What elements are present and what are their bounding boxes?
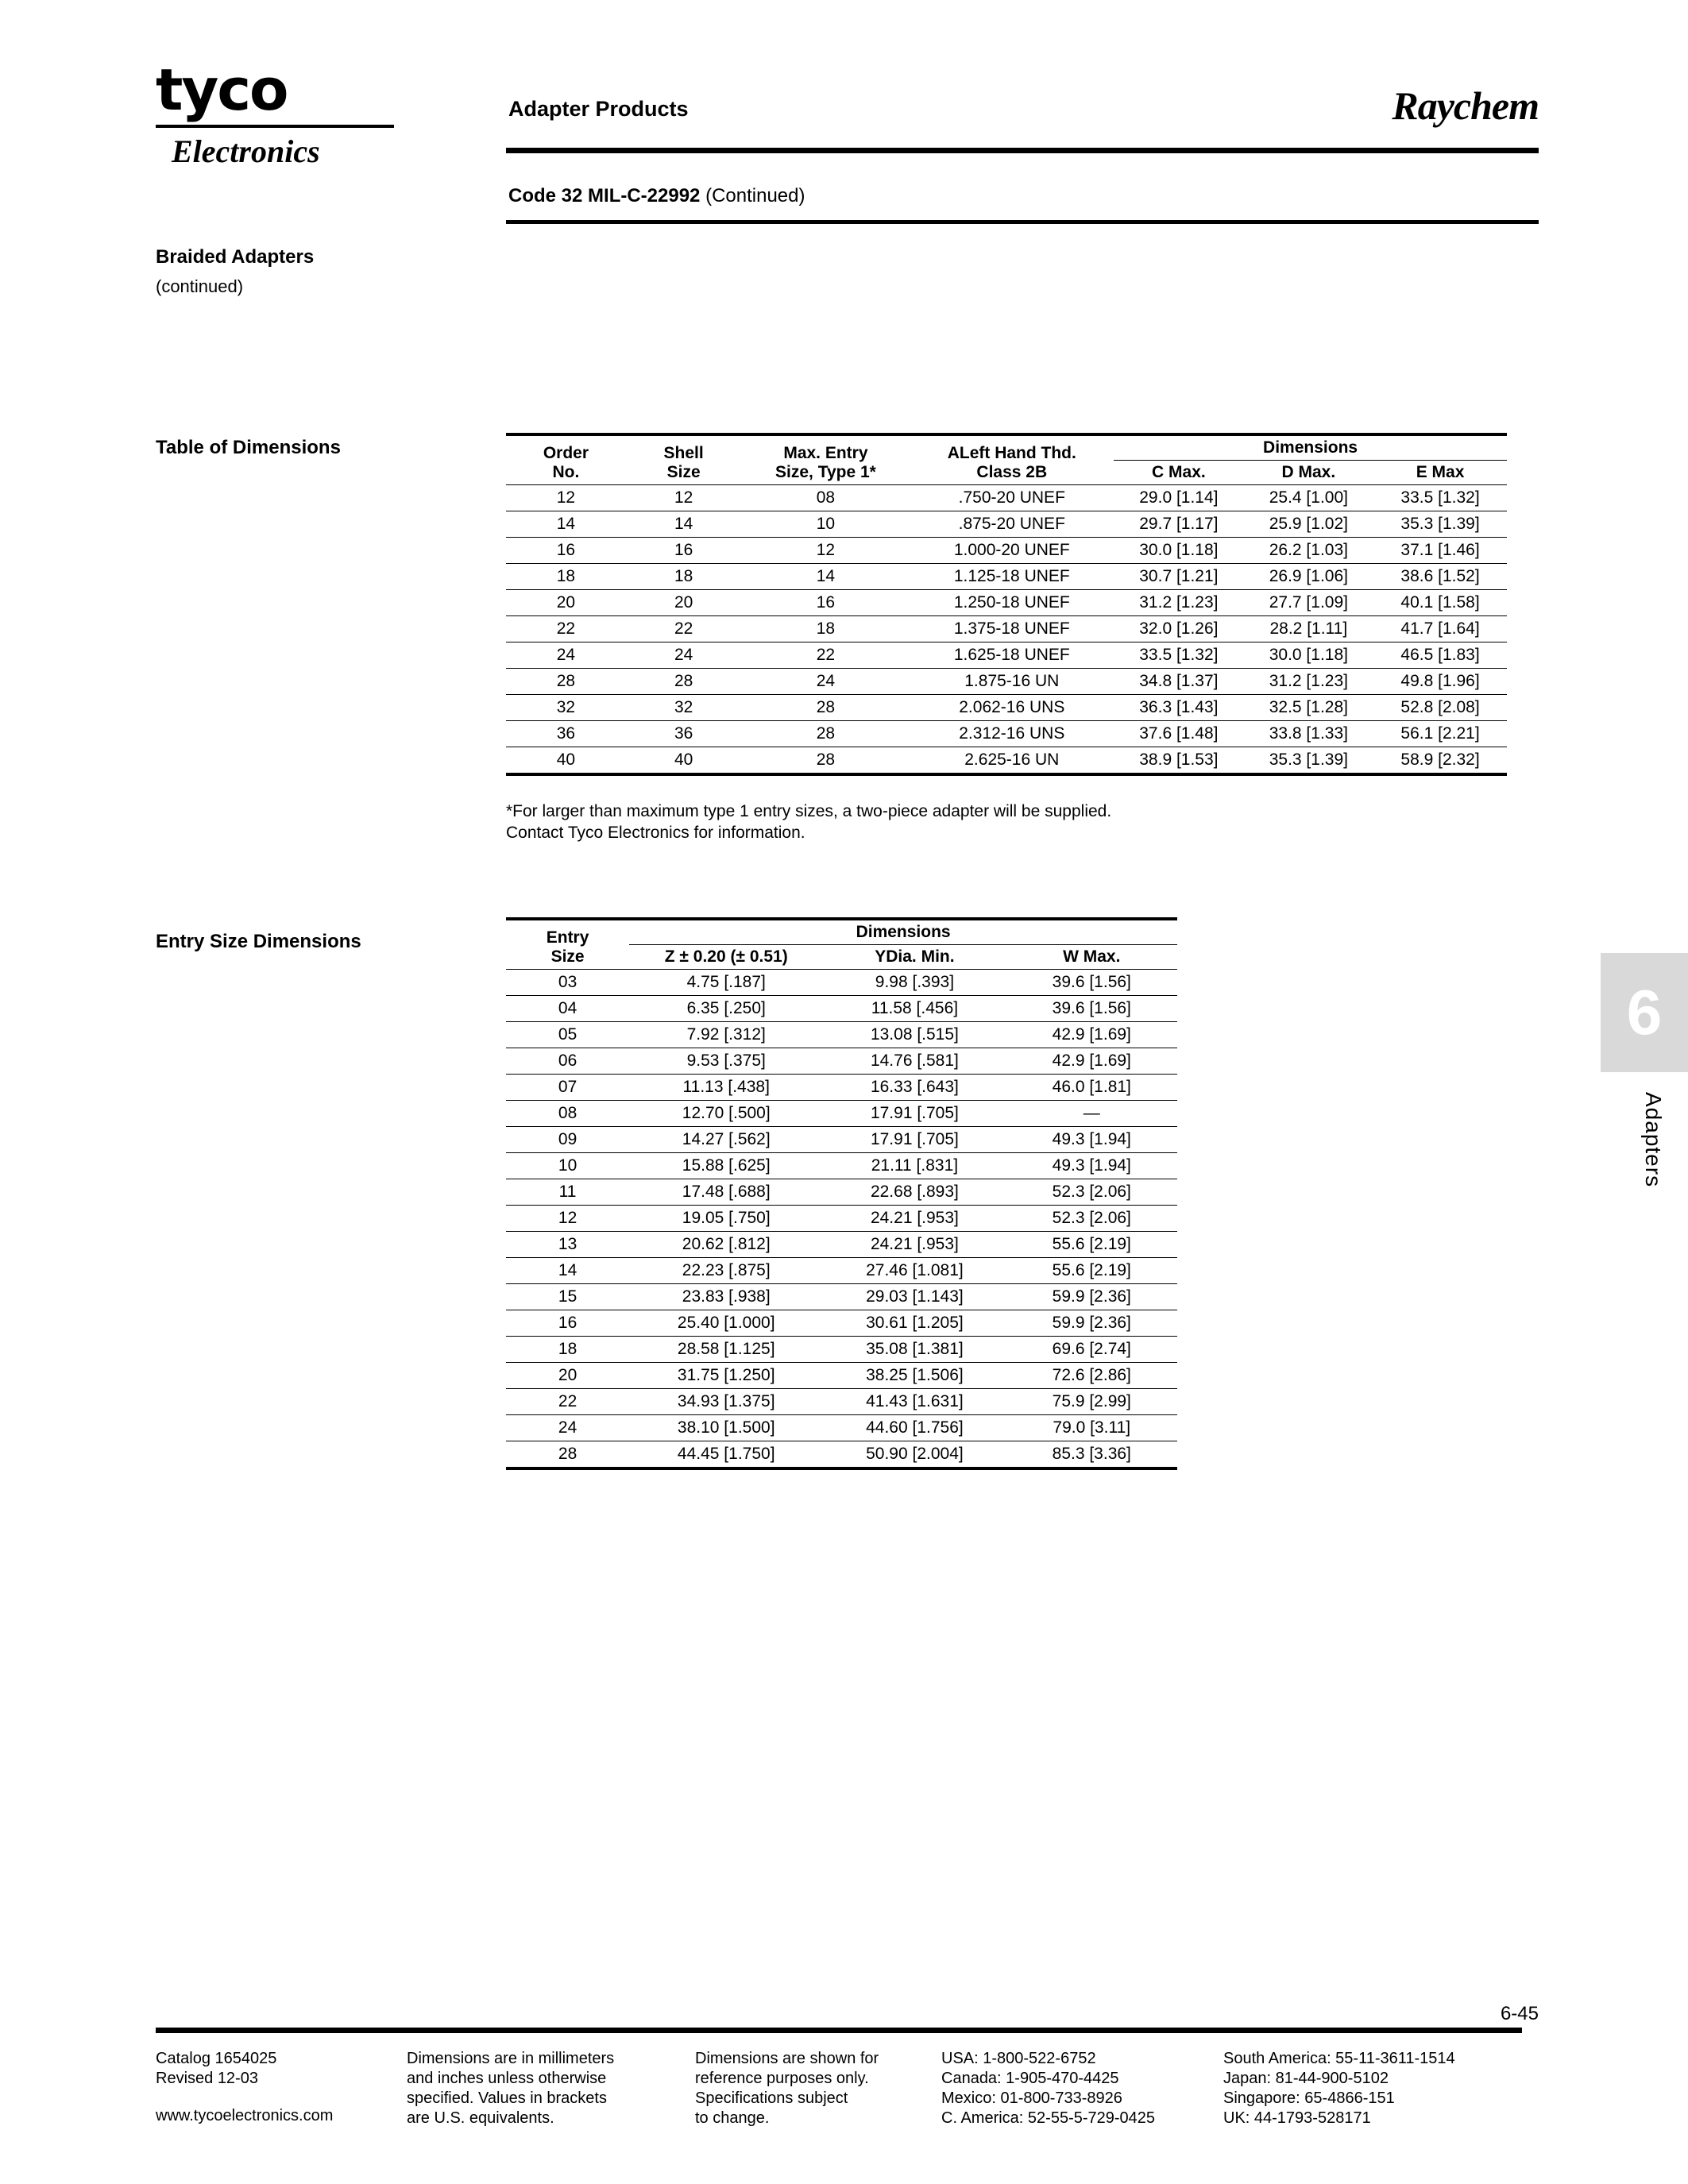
table-cell: 50.90 [2.004]	[823, 1441, 1006, 1469]
footer-rule	[156, 2028, 1522, 2033]
footer-column-reference	[695, 2049, 879, 2128]
table-cell: 22	[626, 616, 742, 642]
footer-reference-line-4: to change.	[695, 2109, 770, 2127]
table-cell: 36.3 [1.43]	[1114, 695, 1243, 721]
table-cell: 05	[506, 1022, 629, 1048]
chapter-label: Adapters	[1641, 1092, 1666, 1188]
section-subtitle-code: Code 32 MIL-C-22992	[508, 185, 701, 206]
th-c-max: C Max.	[1152, 463, 1206, 481]
table-cell: 41.7 [1.64]	[1373, 616, 1507, 642]
chapter-number: 6	[1626, 977, 1663, 1048]
table-cell: 23.83 [.938]	[629, 1284, 823, 1310]
table-cell: 56.1 [2.21]	[1373, 721, 1507, 747]
table-row	[506, 1075, 1177, 1101]
table1-head	[506, 434, 1507, 485]
table-row	[506, 1179, 1177, 1206]
table-row	[506, 1232, 1177, 1258]
table-row	[506, 485, 1507, 511]
table2-body	[506, 970, 1177, 1469]
table-cell: 24	[506, 1415, 629, 1441]
th-d-max: D Max.	[1281, 463, 1336, 481]
table-cell: —	[1006, 1101, 1177, 1127]
table-row	[506, 1337, 1177, 1363]
table-cell: 1.625-18 UNEF	[910, 642, 1114, 669]
table-cell: 18	[506, 564, 626, 590]
table-cell: 35.3 [1.39]	[1373, 511, 1507, 538]
brand-raychem: Raychem	[1392, 83, 1539, 128]
table-cell: 33.5 [1.32]	[1373, 485, 1507, 511]
footer-phone-south-america: South America: 55-11-3611-1514	[1223, 2050, 1455, 2067]
table-cell: 20	[626, 590, 742, 616]
th-left-hand-thread: ALeft Hand Thd. Class 2B	[910, 434, 1114, 485]
table-cell: 17.91 [.705]	[823, 1127, 1006, 1153]
footer-reference-line-2: reference purposes only.	[695, 2070, 869, 2087]
table-cell: 22.68 [.893]	[823, 1179, 1006, 1206]
table-cell: 59.9 [2.36]	[1006, 1310, 1177, 1337]
table-cell: 29.0 [1.14]	[1114, 485, 1243, 511]
table-cell: 25.4 [1.00]	[1244, 485, 1373, 511]
table1-footnote	[506, 801, 1111, 843]
footer-units-line-1: Dimensions are in millimeters	[407, 2050, 615, 2067]
table-cell: 28	[626, 669, 742, 695]
footer-phone-central-america: C. America: 52-55-5-729-0425	[941, 2109, 1156, 2127]
tyco-electronics-logo	[156, 56, 394, 169]
table-cell: 22	[506, 1389, 629, 1415]
table-cell: 24.21 [.953]	[823, 1206, 1006, 1232]
braided-adapters-subheading: (continued)	[156, 276, 244, 296]
table-cell: 17.48 [.688]	[629, 1179, 823, 1206]
table-cell: 19.05 [.750]	[629, 1206, 823, 1232]
table-cell: 85.3 [3.36]	[1006, 1441, 1177, 1469]
table-cell: 10	[506, 1153, 629, 1179]
table-row	[506, 1127, 1177, 1153]
table-cell: 10	[741, 511, 910, 538]
table-cell: 46.5 [1.83]	[1373, 642, 1507, 669]
footer-reference-line-1: Dimensions are shown for	[695, 2050, 879, 2067]
footer-units-line-2: and inches unless otherwise	[407, 2070, 607, 2087]
table-cell: 11.58 [.456]	[823, 996, 1006, 1022]
table-cell: 25.40 [1.000]	[629, 1310, 823, 1337]
table-cell: 31.2 [1.23]	[1244, 669, 1373, 695]
table-cell: 39.6 [1.56]	[1006, 970, 1177, 996]
table-row	[506, 1310, 1177, 1337]
table-cell: 14	[506, 1258, 629, 1284]
table2-header-row-1	[506, 919, 1177, 945]
table-cell: 18	[741, 616, 910, 642]
table-cell: 34.8 [1.37]	[1114, 669, 1243, 695]
table-row	[506, 1022, 1177, 1048]
footer-column-catalog	[156, 2049, 333, 2126]
table-cell: 28	[741, 695, 910, 721]
table-cell: 14.27 [.562]	[629, 1127, 823, 1153]
table-cell: 75.9 [2.99]	[1006, 1389, 1177, 1415]
table-cell: 09	[506, 1127, 629, 1153]
table1-body	[506, 485, 1507, 775]
th-z: Z ± 0.20 (± 0.51)	[664, 947, 788, 966]
table-cell: 15.88 [.625]	[629, 1153, 823, 1179]
table-cell: 9.98 [.393]	[823, 970, 1006, 996]
table-row	[506, 970, 1177, 996]
th-max-entry-size: Max. Entry Size, Type 1*	[741, 434, 910, 485]
table-cell: 1.000-20 UNEF	[910, 538, 1114, 564]
table-cell: 38.9 [1.53]	[1114, 747, 1243, 775]
table-row	[506, 1101, 1177, 1127]
table-cell: 16	[626, 538, 742, 564]
table-row	[506, 564, 1507, 590]
footer-units-line-4: are U.S. equivalents.	[407, 2109, 554, 2127]
table-row	[506, 1415, 1177, 1441]
table-cell: 22	[506, 616, 626, 642]
table-cell: 79.0 [3.11]	[1006, 1415, 1177, 1441]
table-cell: 32.0 [1.26]	[1114, 616, 1243, 642]
table-cell: 30.61 [1.205]	[823, 1310, 1006, 1337]
table-cell: 42.9 [1.69]	[1006, 1022, 1177, 1048]
th-y-dia-min: YDia. Min.	[875, 947, 955, 966]
table-cell: 20	[506, 1363, 629, 1389]
table-cell: 13.08 [.515]	[823, 1022, 1006, 1048]
table-cell: .875-20 UNEF	[910, 511, 1114, 538]
table-cell: 26.9 [1.06]	[1244, 564, 1373, 590]
table-cell: 33.8 [1.33]	[1244, 721, 1373, 747]
footer-reference-line-3: Specifications subject	[695, 2089, 848, 2107]
footer-website-link[interactable]: www.tycoelectronics.com	[156, 2107, 334, 2124]
table-cell: 7.92 [.312]	[629, 1022, 823, 1048]
table-cell: 28.2 [1.11]	[1244, 616, 1373, 642]
table-cell: .750-20 UNEF	[910, 485, 1114, 511]
table-cell: 52.3 [2.06]	[1006, 1179, 1177, 1206]
braided-adapters-heading: Braided Adapters	[156, 246, 315, 268]
table-cell: 41.43 [1.631]	[823, 1389, 1006, 1415]
table-cell: 22	[741, 642, 910, 669]
table-row	[506, 1206, 1177, 1232]
page-title: Adapter Products	[508, 97, 689, 121]
footnote-line-1: *For larger than maximum type 1 entry sizes, a two-piece adapter will be supplied.	[506, 802, 1112, 820]
subtitle-rule	[506, 220, 1539, 224]
table-cell: 16.33 [.643]	[823, 1075, 1006, 1101]
table-cell: 39.6 [1.56]	[1006, 996, 1177, 1022]
table-cell: 32.5 [1.28]	[1244, 695, 1373, 721]
table-cell: 2.062-16 UNS	[910, 695, 1114, 721]
table2-head	[506, 919, 1177, 970]
table-cell: 27.46 [1.081]	[823, 1258, 1006, 1284]
th-entry-size: Entry Size	[506, 919, 629, 970]
logo-wordmark-tyco: tyco	[156, 56, 288, 123]
table-cell: 46.0 [1.81]	[1006, 1075, 1177, 1101]
table-cell: 55.6 [2.19]	[1006, 1258, 1177, 1284]
table-row	[506, 538, 1507, 564]
table-row	[506, 642, 1507, 669]
th-order-no: Order No.	[506, 434, 626, 485]
table-cell: 20	[506, 590, 626, 616]
th-shell-size: Shell Size	[626, 434, 742, 485]
table-cell: 44.45 [1.750]	[629, 1441, 823, 1469]
section-subtitle-continued: (Continued)	[705, 185, 805, 206]
table-cell: 07	[506, 1075, 629, 1101]
table-cell: 22.23 [.875]	[629, 1258, 823, 1284]
table-cell: 16	[506, 1310, 629, 1337]
table-cell: 16	[506, 538, 626, 564]
table-cell: 03	[506, 970, 629, 996]
table-cell: 28	[506, 669, 626, 695]
table-cell: 38.6 [1.52]	[1373, 564, 1507, 590]
table-cell: 30.0 [1.18]	[1244, 642, 1373, 669]
table-cell: 69.6 [2.74]	[1006, 1337, 1177, 1363]
table-of-dimensions	[506, 433, 1507, 776]
table-row	[506, 1153, 1177, 1179]
table-cell: 13	[506, 1232, 629, 1258]
table-of-dimensions-label: Table of Dimensions	[156, 437, 341, 458]
footer-column-contacts-americas	[941, 2049, 1155, 2128]
table-cell: 29.03 [1.143]	[823, 1284, 1006, 1310]
table-cell: 36	[626, 721, 742, 747]
table-cell: 35.3 [1.39]	[1244, 747, 1373, 775]
table-cell: 28.58 [1.125]	[629, 1337, 823, 1363]
table-cell: 37.6 [1.48]	[1114, 721, 1243, 747]
table-cell: 08	[741, 485, 910, 511]
table-cell: 2.625-16 UN	[910, 747, 1114, 775]
table1-header-row-1	[506, 434, 1507, 461]
table-cell: 14	[741, 564, 910, 590]
entry-size-dimensions-label: Entry Size Dimensions	[156, 931, 361, 952]
table-cell: 15	[506, 1284, 629, 1310]
table-cell: 38.25 [1.506]	[823, 1363, 1006, 1389]
table-cell: 24.21 [.953]	[823, 1232, 1006, 1258]
footer-phone-japan: Japan: 81-44-900-5102	[1223, 2070, 1389, 2087]
table-cell: 33.5 [1.32]	[1114, 642, 1243, 669]
table-cell: 55.6 [2.19]	[1006, 1232, 1177, 1258]
table-cell: 24	[741, 669, 910, 695]
table-cell: 1.875-16 UN	[910, 669, 1114, 695]
th-dimensions-group: Dimensions	[1114, 434, 1507, 461]
table-cell: 38.10 [1.500]	[629, 1415, 823, 1441]
table-cell: 37.1 [1.46]	[1373, 538, 1507, 564]
table-row	[506, 590, 1507, 616]
table-cell: 30.0 [1.18]	[1114, 538, 1243, 564]
table-cell: 44.60 [1.756]	[823, 1415, 1006, 1441]
logo-wordmark-electronics: Electronics	[172, 133, 320, 169]
table-cell: 32	[506, 695, 626, 721]
table-cell: 28	[506, 1441, 629, 1469]
table-cell: 9.53 [.375]	[629, 1048, 823, 1075]
footer-column-contacts-intl	[1223, 2049, 1455, 2128]
table-cell: 16	[741, 590, 910, 616]
header-rule	[506, 148, 1539, 153]
table-cell: 2.312-16 UNS	[910, 721, 1114, 747]
table-cell: 11.13 [.438]	[629, 1075, 823, 1101]
table-row	[506, 1258, 1177, 1284]
table-row	[506, 747, 1507, 775]
table-row	[506, 996, 1177, 1022]
table-cell: 14.76 [.581]	[823, 1048, 1006, 1075]
table-row	[506, 616, 1507, 642]
table-cell: 49.3 [1.94]	[1006, 1127, 1177, 1153]
table-cell: 40	[506, 747, 626, 775]
footer-phone-canada: Canada: 1-905-470-4425	[941, 2070, 1119, 2087]
table-cell: 28	[741, 721, 910, 747]
footer-column-units	[407, 2049, 614, 2128]
table-cell: 31.2 [1.23]	[1114, 590, 1243, 616]
table-cell: 12.70 [.500]	[629, 1101, 823, 1127]
table-cell: 11	[506, 1179, 629, 1206]
chapter-tab	[1601, 953, 1688, 1072]
table-cell: 72.6 [2.86]	[1006, 1363, 1177, 1389]
table-cell: 40.1 [1.58]	[1373, 590, 1507, 616]
table-cell: 27.7 [1.09]	[1244, 590, 1373, 616]
entry-size-dimensions-table	[506, 917, 1177, 1470]
table-cell: 18	[626, 564, 742, 590]
page-number: 6-45	[1500, 2003, 1539, 2024]
table-row	[506, 1441, 1177, 1469]
table-cell: 12	[626, 485, 742, 511]
table-cell: 06	[506, 1048, 629, 1075]
table-cell: 17.91 [.705]	[823, 1101, 1006, 1127]
table-cell: 21.11 [.831]	[823, 1153, 1006, 1179]
table-row	[506, 721, 1507, 747]
table-row	[506, 511, 1507, 538]
footer-phone-usa: USA: 1-800-522-6752	[941, 2050, 1096, 2067]
table-cell: 08	[506, 1101, 629, 1127]
table-cell: 25.9 [1.02]	[1244, 511, 1373, 538]
table-cell: 14	[626, 511, 742, 538]
table-row	[506, 1389, 1177, 1415]
table-cell: 49.8 [1.96]	[1373, 669, 1507, 695]
th2-dimensions-group: Dimensions	[629, 919, 1177, 945]
th-e-max: E Max	[1416, 463, 1465, 481]
logo-divider	[156, 125, 394, 128]
section-subtitle	[508, 185, 805, 207]
table-cell: 12	[506, 1206, 629, 1232]
table-cell: 52.3 [2.06]	[1006, 1206, 1177, 1232]
table-cell: 12	[741, 538, 910, 564]
table-cell: 04	[506, 996, 629, 1022]
table-cell: 36	[506, 721, 626, 747]
table-cell: 31.75 [1.250]	[629, 1363, 823, 1389]
table-cell: 29.7 [1.17]	[1114, 511, 1243, 538]
table-cell: 59.9 [2.36]	[1006, 1284, 1177, 1310]
footer-revision: Revised 12-03	[156, 2070, 258, 2087]
footer-phone-uk: UK: 44-1793-528171	[1223, 2109, 1371, 2127]
table-cell: 1.375-18 UNEF	[910, 616, 1114, 642]
table-row	[506, 1363, 1177, 1389]
table-cell: 20.62 [.812]	[629, 1232, 823, 1258]
table-cell: 35.08 [1.381]	[823, 1337, 1006, 1363]
table-cell: 28	[741, 747, 910, 775]
table-row	[506, 669, 1507, 695]
footer-phone-singapore: Singapore: 65-4866-151	[1223, 2089, 1395, 2107]
table-row	[506, 1048, 1177, 1075]
footer-units-line-3: specified. Values in brackets	[407, 2089, 607, 2107]
footer-phone-mexico: Mexico: 01-800-733-8926	[941, 2089, 1122, 2107]
table-cell: 26.2 [1.03]	[1244, 538, 1373, 564]
table-cell: 1.125-18 UNEF	[910, 564, 1114, 590]
table-cell: 1.250-18 UNEF	[910, 590, 1114, 616]
table-cell: 32	[626, 695, 742, 721]
table-cell: 42.9 [1.69]	[1006, 1048, 1177, 1075]
table-cell: 12	[506, 485, 626, 511]
table-cell: 24	[626, 642, 742, 669]
table-cell: 4.75 [.187]	[629, 970, 823, 996]
th-w-max: W Max.	[1063, 947, 1121, 966]
table-row	[506, 695, 1507, 721]
table-cell: 40	[626, 747, 742, 775]
table-cell: 6.35 [.250]	[629, 996, 823, 1022]
table-row	[506, 1284, 1177, 1310]
footnote-line-2: Contact Tyco Electronics for information.	[506, 824, 805, 842]
table-cell: 30.7 [1.21]	[1114, 564, 1243, 590]
table-cell: 49.3 [1.94]	[1006, 1153, 1177, 1179]
footer-catalog-number: Catalog 1654025	[156, 2050, 277, 2067]
table-cell: 52.8 [2.08]	[1373, 695, 1507, 721]
table-cell: 14	[506, 511, 626, 538]
table-cell: 34.93 [1.375]	[629, 1389, 823, 1415]
table-cell: 24	[506, 642, 626, 669]
table-cell: 58.9 [2.32]	[1373, 747, 1507, 775]
table-cell: 18	[506, 1337, 629, 1363]
